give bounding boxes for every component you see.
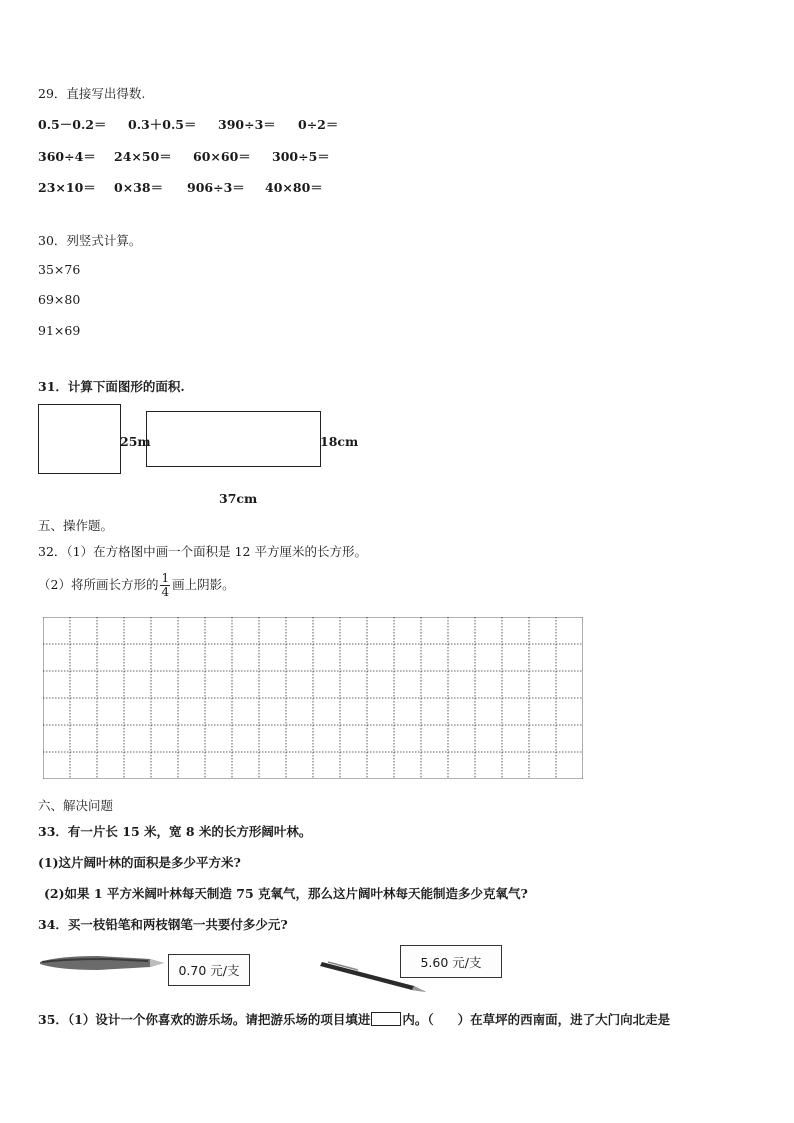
q29-r1c1: 0.5－0.2＝	[38, 117, 107, 132]
q30-item-1: 35×76	[38, 262, 81, 277]
rectangle-figure	[146, 411, 321, 467]
q33-part1: (1)这片阔叶林的面积是多少平方米?	[38, 855, 241, 870]
rect-width-label: 37cm	[219, 491, 258, 506]
q35-mid: 内。（	[402, 1012, 434, 1027]
square-side-label: 25m	[120, 434, 151, 449]
q29-r1c4: 0÷2＝	[298, 117, 339, 132]
q29-r2c1: 360÷4＝	[38, 149, 96, 164]
rect-height-label: 18cm	[320, 434, 359, 449]
answer-blank-box[interactable]	[371, 1012, 401, 1026]
pen-price-tag: 5.60 元/支	[400, 945, 502, 978]
square-grid[interactable]	[43, 617, 583, 779]
q32-part2-suffix: 画上阴影。	[172, 577, 235, 592]
section5-title: 五、操作题。	[38, 518, 114, 533]
fraction-one-quarter	[160, 572, 170, 599]
q29-r3c2: 0×38＝	[114, 180, 164, 195]
q30-item-2: 69×80	[38, 292, 81, 307]
q35-text	[38, 1010, 670, 1028]
q31-title: 31．计算下面图形的面积.	[38, 379, 185, 394]
q29-r3c4: 40×80＝	[265, 180, 323, 195]
q32-part2-prefix: （2）将所画长方形的	[38, 577, 159, 592]
q34-text: 34．买一枝铅笔和两枝钢笔一共要付多少元?	[38, 917, 288, 932]
q35-suffix: ）在草坪的西南面，进了大门向北走是	[457, 1012, 671, 1027]
pencil-price-tag: 0.70 元/支	[168, 954, 250, 986]
q29-r2c2: 24×50＝	[114, 149, 172, 164]
q30-item-3: 91×69	[38, 323, 81, 338]
q29-title: 29．直接写出得数.	[38, 86, 146, 101]
fraction-numerator: 1	[161, 571, 170, 585]
square-figure	[38, 404, 121, 474]
q32-part1: 32．（1）在方格图中画一个面积是 12 平方厘米的长方形。	[38, 544, 367, 559]
q33-text: 33．有一片长 15 米，宽 8 米的长方形阔叶林。	[38, 824, 312, 839]
q29-r2c3: 60×60＝	[193, 149, 251, 164]
pencil-image	[38, 950, 168, 976]
q29-r3c3: 906÷3＝	[187, 180, 245, 195]
q29-r3c1: 23×10＝	[38, 180, 96, 195]
q30-title: 30．列竖式计算。	[38, 233, 142, 248]
q29-r1c3: 390÷3＝	[218, 117, 276, 132]
q29-r2c4: 300÷5＝	[272, 149, 330, 164]
q29-r1c2: 0.3＋0.5＝	[128, 117, 197, 132]
fraction-denominator: 4	[161, 585, 170, 599]
q33-part2: (2)如果 1 平方米阔叶林每天制造 75 克氧气，那么这片阔叶林每天能制造多少克氧气?	[44, 886, 528, 901]
q35-prefix: 35．（1）设计一个你喜欢的游乐场。请把游乐场的项目填进	[38, 1012, 371, 1027]
section6-title: 六、解决问题	[38, 798, 114, 813]
q32-part2	[38, 569, 235, 601]
